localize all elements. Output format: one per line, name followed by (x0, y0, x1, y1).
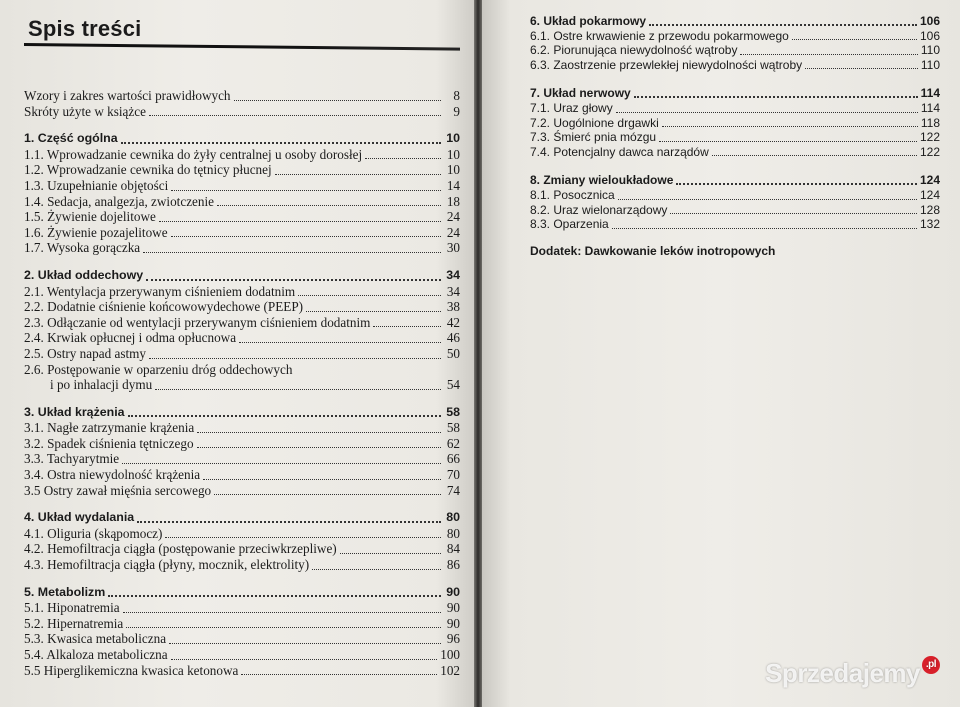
toc-entry-page: 70 (446, 467, 460, 483)
toc-section-heading (530, 86, 940, 101)
toc-entry-page: 8 (453, 88, 460, 103)
toc-section-heading (24, 585, 460, 601)
toc-entry-label: 3.5 Ostry zawał mięśnia sercowego (24, 482, 212, 498)
dot-leader (123, 611, 441, 613)
dot-leader (169, 642, 441, 644)
toc-section (24, 510, 460, 572)
dot-leader (217, 204, 441, 206)
toc-entry-page: 80 (446, 525, 460, 541)
toc-entry-label: 3.1. Nagłe zatrzymanie krążenia (24, 420, 195, 436)
dot-leader (234, 99, 441, 101)
toc-entry-label: 1.5. Żywienie dojelitowe (24, 209, 156, 225)
toc-entry (24, 631, 460, 647)
toc-section-heading (530, 14, 940, 29)
toc-entry-label: 1.6. Żywienie pozajelitowe (24, 224, 168, 240)
toc-section (24, 268, 460, 393)
toc-entry-page: 54 (446, 377, 460, 393)
toc-entry-label: 2.5. Ostry napad astmy (24, 345, 146, 361)
toc-entry (24, 467, 460, 483)
toc-entry-page: 106 (919, 28, 940, 43)
toc-entry-label: 6.2. Piorunująca niewydolność wątroby (530, 43, 738, 58)
dot-leader (137, 520, 441, 523)
toc-entry-label: i po inhalacji dymu (50, 377, 153, 393)
toc-entry-page: 10 (446, 162, 460, 178)
toc-entry-page: 124 (919, 173, 940, 188)
toc-section-heading (24, 131, 460, 147)
toc-entry-page: 110 (920, 43, 940, 58)
dot-leader (634, 95, 918, 98)
toc-entry-page: 24 (446, 209, 460, 225)
dot-leader (612, 227, 917, 229)
toc-entry-page: 34 (446, 267, 460, 282)
toc-section (530, 86, 940, 159)
toc-entry-label: Wzory i zakres wartości prawidłowych (24, 88, 231, 103)
toc-entry (530, 116, 940, 131)
toc-entry-page: 42 (446, 314, 460, 330)
toc-entry-label: 1.4. Sedacja, analgezja, zwiotczenie (24, 193, 215, 209)
toc-entry (24, 178, 460, 194)
toc-entry-label: 3.2. Spadek ciśnienia tętniczego (24, 435, 194, 451)
toc-entry-label: 5.5 Hiperglikemiczna kwasica ketonowa (24, 662, 239, 678)
toc-section (530, 14, 940, 72)
right-page (482, 0, 960, 707)
dot-leader (165, 536, 441, 538)
toc-entry-label: 1.2. Wprowadzanie cewnika do tętnicy płucnej (24, 162, 272, 178)
toc-entry-label: 8.3. Oparzenia (530, 217, 609, 232)
title-rule (24, 43, 460, 51)
toc-entry-label: 2.1. Wentylacja przerywanym ciśnieniem dodatnim (24, 283, 296, 299)
addendum-entry: Dodatek: Dawkowanie leków inotropowych (530, 243, 776, 258)
dot-leader (740, 53, 917, 55)
page-title: Spis treści (28, 16, 142, 41)
dot-leader (373, 325, 441, 327)
dot-leader (649, 23, 917, 26)
dot-leader (275, 173, 441, 175)
toc-entry-page: 10 (446, 131, 460, 146)
dot-leader (239, 341, 441, 343)
dot-leader (197, 446, 441, 448)
toc-entry (24, 663, 460, 679)
dot-leader (214, 493, 441, 495)
watermark-badge: .pl (922, 656, 940, 674)
dot-leader (365, 157, 441, 159)
toc-entry-label: 8.2. Uraz wielonarządowy (530, 202, 668, 217)
dot-leader (616, 111, 918, 113)
toc-entry (24, 420, 460, 436)
toc-entry (24, 541, 460, 557)
front-matter-list (24, 88, 460, 119)
dot-leader (171, 658, 438, 660)
toc-section-heading (530, 173, 940, 188)
toc-entry (24, 315, 460, 331)
dot-leader (805, 67, 918, 69)
toc-entry (24, 451, 460, 467)
toc-entry-label: 7.3. Śmierć pnia mózgu (530, 130, 657, 145)
dot-leader (340, 552, 441, 554)
toc-entry-page: 58 (446, 404, 460, 419)
toc-entry-page: 58 (446, 420, 460, 436)
toc-entry-page: 90 (446, 615, 460, 631)
toc-entry-label: 3. Układ krążenia (24, 404, 125, 419)
dot-leader (241, 673, 437, 675)
dot-leader (155, 388, 441, 390)
toc-section-heading (24, 268, 460, 284)
toc-entry (530, 130, 940, 145)
toc-entry-page: 66 (446, 451, 460, 467)
toc-entry-label: 3.4. Ostra niewydolność krążenia (24, 467, 201, 483)
toc-entry-label: 1. Część ogólna (24, 131, 118, 146)
toc-section-heading (24, 510, 460, 526)
toc-entry-page: 122 (919, 144, 940, 159)
toc-entry-page: 114 (920, 86, 940, 101)
toc-section (24, 405, 460, 499)
toc-entry-label: 8. Zmiany wieloukładowe (530, 173, 674, 188)
toc-entry (24, 88, 460, 104)
toc-entry-label: 7.1. Uraz głowy (530, 100, 613, 115)
toc-entry-page: 90 (446, 600, 460, 616)
toc-entry (530, 43, 940, 58)
toc-entry-page: 80 (446, 510, 460, 525)
dot-leader (306, 310, 441, 312)
toc-entry-page: 118 (920, 115, 940, 130)
toc-entry-page: 50 (446, 345, 460, 361)
dot-leader (126, 626, 441, 628)
toc-entry-label: 2.2. Dodatnie ciśnienie końcowowydechowe (PEEP) (24, 299, 304, 315)
book-gutter (474, 0, 482, 707)
toc-entry-label: 5.4. Alkaloza metaboliczna (24, 647, 168, 662)
toc-entry (530, 29, 940, 44)
toc-entry-label: 5.1. Hiponatremia (24, 600, 120, 616)
toc-entry-page: 34 (446, 283, 460, 299)
dot-leader (659, 140, 917, 142)
toc-entry (530, 145, 940, 160)
dot-leader (122, 462, 441, 464)
toc-entry-page: 24 (446, 224, 460, 240)
dot-leader (121, 141, 441, 144)
toc-entry-label: 4.2. Hemofiltracja ciągła (postępowanie przeciwkrzepliwe) (24, 541, 337, 557)
toc-entry-page: 124 (919, 187, 940, 202)
toc-entry-label: 1.1. Wprowadzanie cewnika do żyły centralnej u osoby dorosłej (24, 146, 363, 162)
toc-entry (530, 217, 940, 232)
dot-leader (712, 154, 917, 156)
toc-entry-page: 38 (446, 299, 460, 315)
toc-entry (24, 240, 460, 256)
toc-entry-label: 4.3. Hemofiltracja ciągła (płyny, mocznik, elektrolity) (24, 557, 310, 573)
toc-entry (24, 483, 460, 499)
toc-entry-page: 96 (446, 631, 460, 647)
toc-entry-label: 1.7. Wysoka gorączka (24, 240, 141, 256)
dot-leader (197, 431, 441, 433)
toc-entry (24, 299, 460, 315)
toc-entry-page: 86 (446, 557, 460, 573)
toc-entry (24, 377, 460, 393)
toc-entry (24, 330, 460, 346)
toc-entry (24, 194, 460, 210)
toc-entry-label: 6.1. Ostre krwawienie z przewodu pokarmowego (530, 28, 789, 43)
toc-entry-label: 6. Układ pokarmowy (530, 14, 647, 28)
toc-entry-page: 90 (446, 584, 460, 599)
toc-entry-label: 5.3. Kwasica metaboliczna (24, 631, 167, 647)
toc-entry (24, 104, 460, 120)
left-page (0, 0, 474, 707)
toc-entry (24, 647, 460, 663)
toc-entry-label: 8.1. Posocznica (530, 187, 615, 202)
toc-entry (530, 58, 940, 73)
toc-entry-label: Skróty użyte w książce (24, 103, 146, 119)
right-sections (530, 14, 940, 232)
toc-entry-label: 7.2. Uogólnione drgawki (530, 115, 659, 130)
toc-entry (530, 101, 940, 116)
toc-entry-label: 4. Układ wydalania (24, 510, 135, 525)
toc-entry-label: 2. Układ oddechowy (24, 267, 144, 282)
toc-entry-page: 106 (919, 14, 940, 28)
dot-leader (792, 38, 917, 40)
toc-section (24, 585, 460, 679)
toc-entry (24, 616, 460, 632)
toc-entry (24, 600, 460, 616)
toc-entry-label: 2.6. Postępowanie w oparzeniu dróg oddechowych (24, 361, 293, 377)
toc-entry-label: 3.3. Tachyarytmie (24, 451, 120, 467)
toc-entry-page: 100 (440, 647, 460, 662)
toc-entry-page: 114 (920, 100, 940, 115)
toc-entry-label: 4.1. Oliguria (skąpomocz) (24, 525, 163, 541)
toc-entry-label: 6.3. Zaostrzenie przewlekłej niewydolności wątroby (530, 57, 803, 72)
watermark-text: Sprzedajemy (765, 658, 920, 688)
dot-leader (618, 198, 917, 200)
toc-entry (24, 284, 460, 300)
toc-entry-label: 7.4. Potencjalny dawca narządów (530, 144, 709, 159)
dot-leader (676, 182, 917, 185)
watermark (765, 658, 940, 689)
toc-entry-label: 5.2. Hipernatremia (24, 615, 124, 631)
toc-entry (24, 526, 460, 542)
dot-leader (108, 594, 441, 597)
toc-entry-label: 5. Metabolizm (24, 584, 106, 599)
toc-entry-label: 7. Układ nerwowy (530, 86, 631, 101)
title-block (24, 14, 460, 48)
toc-entry-page: 84 (446, 541, 460, 557)
toc-section-heading (24, 405, 460, 421)
dot-leader (146, 278, 441, 281)
dot-leader (298, 294, 441, 296)
toc-entry (24, 209, 460, 225)
dot-leader (149, 357, 441, 359)
dot-leader (662, 125, 918, 127)
dot-leader (171, 235, 441, 237)
dot-leader (149, 114, 441, 116)
toc-entry-label: 2.4. Krwiak opłucnej i odma opłucnowa (24, 330, 237, 346)
dot-leader (128, 414, 441, 417)
toc-entry-page: 132 (919, 217, 940, 232)
dot-leader (312, 568, 441, 570)
toc-entry (24, 162, 460, 178)
left-sections (24, 131, 460, 678)
toc-entry (24, 346, 460, 362)
toc-entry-label: 1.3. Uzupełnianie objętości (24, 177, 169, 193)
toc-entry-page: 128 (919, 202, 940, 217)
toc-entry (24, 436, 460, 452)
toc-section (24, 131, 460, 256)
toc-entry-page: 62 (446, 435, 460, 451)
toc-entry-page: 10 (446, 146, 460, 162)
toc-section (530, 173, 940, 231)
toc-entry (24, 147, 460, 163)
toc-entry-page: 9 (453, 103, 460, 119)
dot-leader (670, 212, 917, 214)
dot-leader (159, 220, 441, 222)
dot-leader (171, 189, 441, 191)
toc-entry-page: 30 (446, 240, 460, 256)
dot-leader (203, 478, 441, 480)
toc-entry (24, 225, 460, 241)
toc-entry-page: 122 (919, 130, 940, 145)
toc-entry-page: 74 (446, 482, 460, 498)
dot-leader (143, 251, 441, 253)
toc-entry-page: 14 (446, 177, 460, 193)
toc-entry-page: 46 (446, 330, 460, 346)
toc-entry-page: 102 (440, 662, 460, 678)
toc-entry (24, 557, 460, 573)
toc-entry (530, 188, 940, 203)
toc-entry (24, 362, 460, 378)
toc-entry (530, 203, 940, 218)
toc-entry-page: 18 (446, 193, 460, 209)
toc-entry-label: 2.3. Odłączanie od wentylacji przerywanym ciśnieniem dodatnim (24, 314, 371, 330)
toc-entry-page: 110 (920, 57, 940, 72)
